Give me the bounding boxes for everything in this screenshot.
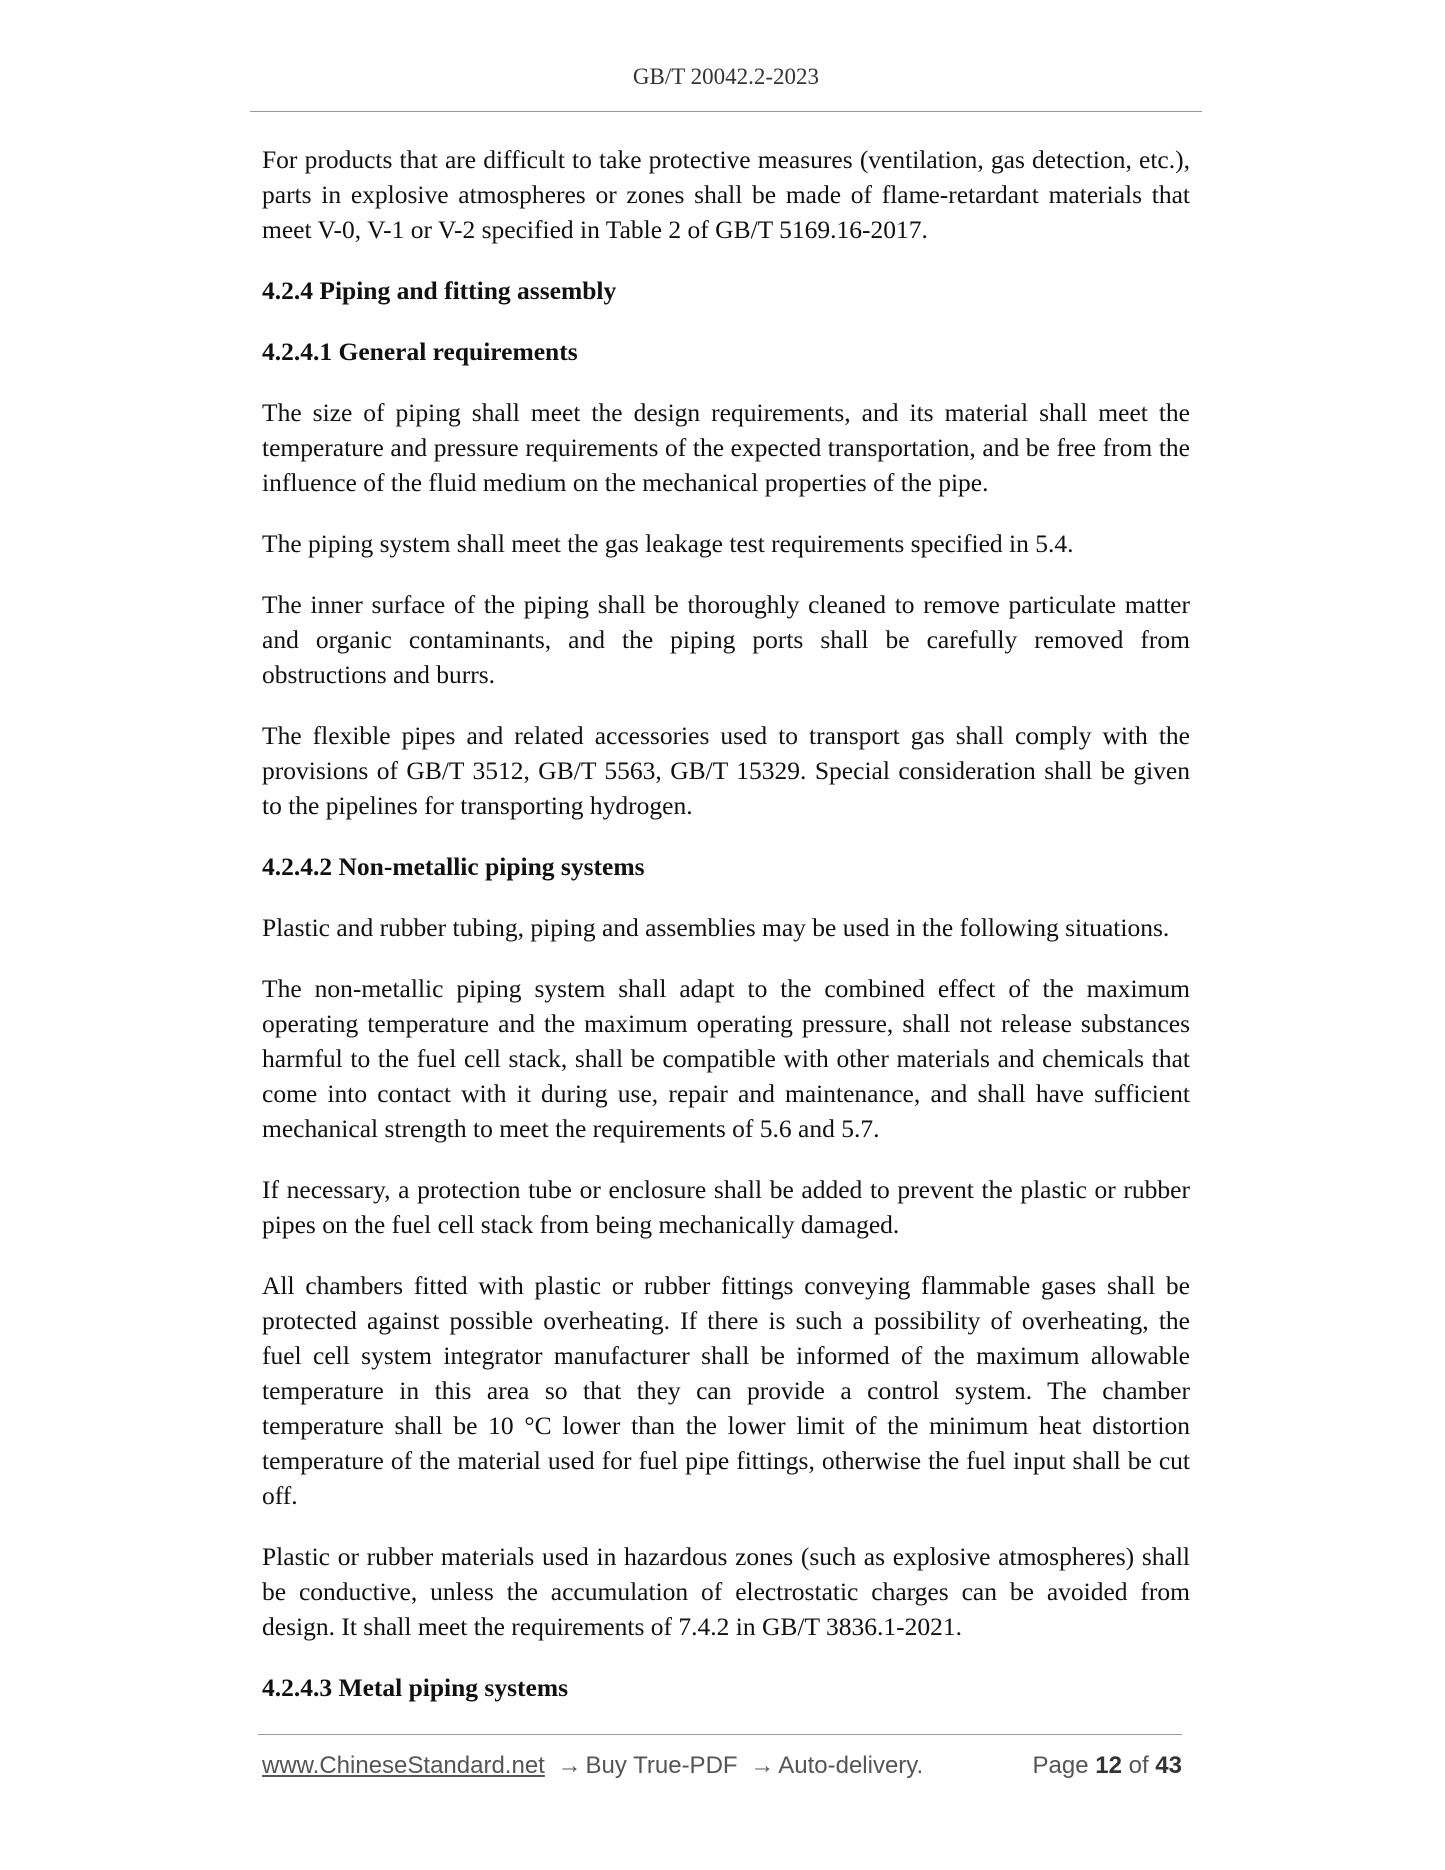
arrow-right-icon: →: [557, 1752, 582, 1779]
footer-divider: [258, 1734, 1182, 1735]
footer-promo: [262, 1752, 923, 1780]
arrow-right-icon: →: [750, 1752, 775, 1779]
paragraph-non-metallic-requirements: The non-metallic piping system shall adapt to the combined effect of the maximum operating temperature and the maximum operating pressure, shall not release substances harmful to the fuel cell stack, shall be compatible with other materials and chemicals that come into contact with it during use, repair and maintenance, and shall have sufficient mechanical strength to meet the requirements of 5.6 and 5.7.: [262, 974, 1190, 1143]
document-body: [262, 142, 1190, 1731]
paragraph-chambers-overheating: All chambers fitted with plastic or rubber fittings conveying flammable gases shall be protected against possible overheating. If there is such a possibility of overheating, the fuel cell system integrator manufacturer shall be informed of the maximum allowable temperature in this area so that they can provide a control system. The chamber temperature shall be 10 °C lower than the lower limit of the minimum heat distortion temperature of the material used for fuel pipe fittings, otherwise the fuel input shall be cut off.: [262, 1271, 1190, 1510]
current-page-number: 12: [1095, 1752, 1122, 1779]
paragraph-flexible-pipes: The flexible pipes and related accessories used to transport gas shall comply with the provisions of GB/T 3512, GB/T 5563, GB/T 15329. Special consideration shall be given to the pipelines for transporting hydrogen.: [262, 721, 1190, 820]
page-footer: [262, 1752, 1182, 1786]
paragraph-plastic-rubber-use: Plastic and rubber tubing, piping and assemblies may be used in the following situations.: [262, 913, 1170, 942]
section-heading-4-2-4-3: 4.2.4.3 Metal piping systems: [262, 1673, 568, 1702]
page-label: Page: [1032, 1752, 1089, 1779]
header-divider: [250, 111, 1202, 112]
auto-delivery-text: Auto-delivery.: [778, 1752, 924, 1779]
paragraph-intro: For products that are difficult to take protective measures (ventilation, gas detection, etc.), parts in explosive atmospheres or zones shall be made of flame-retardant materials that meet V-0, V-1 or V-2 specified in Table 2 of GB/T 5169.16-2017.: [262, 145, 1190, 244]
buy-true-pdf-text: Buy True-PDF: [585, 1752, 738, 1779]
paragraph-protection-tube: If necessary, a protection tube or enclosure shall be added to prevent the plastic or rubber pipes on the fuel cell stack from being mechanically damaged.: [262, 1175, 1190, 1239]
section-heading-4-2-4-1: 4.2.4.1 General requirements: [262, 337, 578, 366]
page-indicator: [1033, 1752, 1183, 1780]
page-of-label: of: [1128, 1752, 1149, 1779]
section-heading-4-2-4: 4.2.4 Piping and fitting assembly: [262, 276, 617, 305]
page-header-title: GB/T 20042.2-2023: [632, 64, 820, 89]
paragraph-inner-surface: The inner surface of the piping shall be thoroughly cleaned to remove particulate matter and organic contaminants, and the piping ports shall be carefully removed from obstructions and burrs.: [262, 590, 1190, 689]
paragraph-leakage-test: The piping system shall meet the gas leakage test requirements specified in 5.4.: [262, 529, 1074, 558]
paragraph-piping-size: The size of piping shall meet the design requirements, and its material shall meet the temperature and pressure requirements of the expected transportation, and be free from the influence of the fluid medium on the mechanical properties of the pipe.: [262, 398, 1190, 497]
section-heading-4-2-4-2: 4.2.4.2 Non-metallic piping systems: [262, 852, 645, 881]
total-pages-number: 43: [1155, 1752, 1182, 1779]
chinesestandard-link[interactable]: www.ChineseStandard.net: [262, 1752, 545, 1779]
paragraph-conductive-materials: Plastic or rubber materials used in hazardous zones (such as explosive atmospheres) shall be conductive, unless the accumulation of electrostatic charges can be avoided from design. It shall meet the requirements of 7.4.2 in GB/T 3836.1-2021.: [262, 1542, 1190, 1641]
